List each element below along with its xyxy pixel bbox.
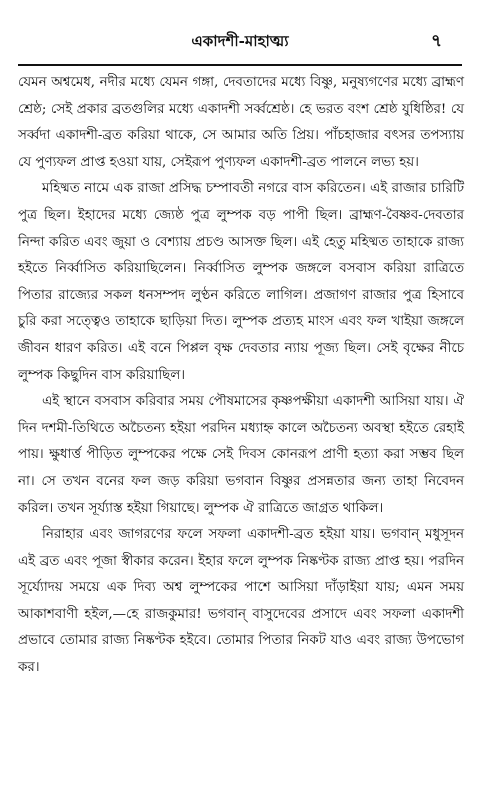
page-number: ৭ xyxy=(430,31,442,51)
paragraph-4: নিরাহার এবং জাগরণের ফলে সফলা একাদশী-ব্রত হইয়া যায়। ভগবান্ মধুসূদন এই ব্রত এবং পূজা স্বীকার করেন। ইহার ফলে লুম্পক নিষ্কণ্টক রাজ্য প্রাপ্ত হয়। পরদিন সূর্য্যোদয় সময়ে এক দিব্য অশ্ব লুম্পকের পাশে আসিয়া দাঁড়াইয়া যায়; এমন সময় আকাশবাণী হইল,—হে রাজকুমার! ভগবান্ বাসুদেবের প্রসাদে এবং সফলা একাদশী প্রভাবে তোমার রাজ্য নিষ্কণ্টক হইবে। তোমার পিতার নিকট যাও এবং রাজ্য উপভোগ কর। xyxy=(18,527,464,676)
header-rule xyxy=(18,64,462,66)
paragraph-1: যেমন অশ্বমেধ, নদীর মধ্যে যেমন গঙ্গা, দেবতাদের মধ্যে বিষ্ণু, মনুষ্যগণের মধ্যে ব্রাহ্মণ শ্রেষ্ঠ; সেই প্রকার ব্রতগুলির মধ্যে একাদশী সর্ব্বশ্রেষ্ঠ। হে ভরত বংশ শ্রেষ্ঠ যুধিষ্ঠির! যে সর্ব্বদা একাদশী-ব্রত করিয়া থাকে, সে আমার অতি প্রিয়। পাঁচহাজার বৎসর তপস্যায় যে পুণ্যফল প্রাপ্ত হওয়া যায়, সেইরূপ পুণ্যফল একাদশী-ব্রত পালনে লভ্য হয়। xyxy=(18,75,464,170)
paragraph-3: এই স্থানে বসবাস করিবার সময় পৌষমাসের কৃষ্ণপক্ষীয়া একাদশী আসিয়া যায়। ঐ দিন দশমী-তিথিতে অচৈতন্য হইয়া পরদিন মধ্যাহ্ন কালে অচৈতন্য অবস্থা হইতে রেহাই পায়। ক্ষুধার্ত্ত পীড়িত লুম্পকের পক্ষে সেই দিবস কোনরূপ প্রাণী হত্যা করা সম্ভব ছিল না। সে তখন বনের ফল জড় করিয়া ভগবান বিষ্ণুর প্রসন্নতার জন্য তাহা নিবেদন করিল। তখন সূর্য্যাস্ত হইয়া গিয়াছে। লুম্পক ঐ রাত্রিতে জাগ্রত থাকিল। xyxy=(18,394,464,516)
paragraph-2: মহিষ্মত নামে এক রাজা প্রসিদ্ধ চম্পাবতী নগরে বাস করিতেন। এই রাজার চারিটি পুত্র ছিল। ইহাদের মধ্যে জ্যেষ্ঠ পুত্র লুম্পক বড় পাপী ছিল। ব্রাহ্মণ-বৈষ্ণব-দেবতার নিন্দা করিত এবং জুয়া ও বেশ্যায় প্রচণ্ড আসক্ত ছিল। এই হেতু মহিষ্মত তাহাকে রাজ্য হইতে নির্ব্বাসিত করিয়াছিলেন। নির্ব্বাসিত লুম্পক জঙ্গলে বসবাস করিয়া রাত্রিতে পিতার রাজ্যের সকল ধনসম্পদ লুণ্ঠন করিতে লাগিল। প্রজাগণ রাজার পুত্র হিসাবে চুরি করা সত্ত্বেও তাহাকে ছাড়িয়া দিত। লুম্পক প্রত্যহ মাংস এবং ফল খাইয়া জঙ্গলে জীবন ধারণ করিত। এই বনে পিপ্পল বৃক্ষ দেবতার ন্যায় পূজ্য ছিল। সেই বৃক্ষের নীচে লুম্পক কিছুদিন বাস করিয়াছিল। xyxy=(18,181,464,383)
page-body xyxy=(18,70,464,682)
running-title: একাদশী-মাহাত্ম্য xyxy=(191,32,289,50)
page-header xyxy=(0,28,480,54)
